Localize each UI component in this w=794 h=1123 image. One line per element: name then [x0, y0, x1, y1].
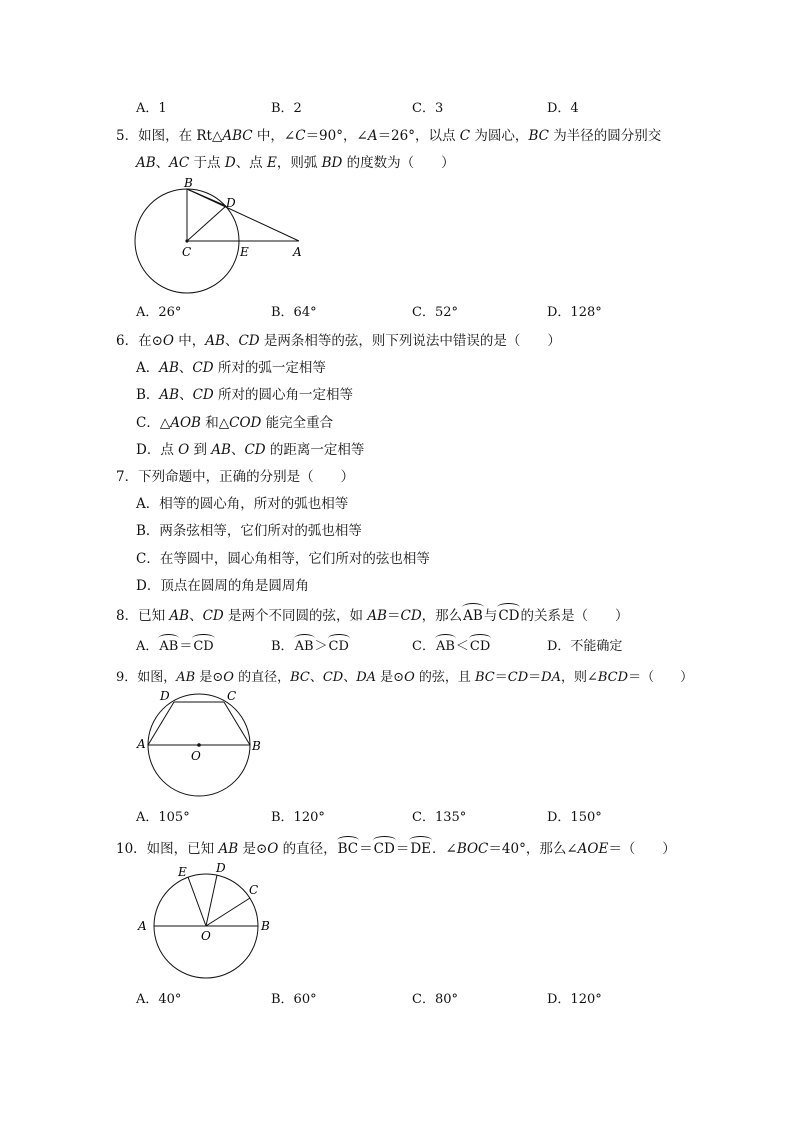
q10-option-c: C．80°	[412, 992, 458, 1007]
q5-option-a: A．26°	[136, 305, 182, 320]
q10-stem: 10．如图，已知 AB 是⊙O 的直径，BC＝CD＝DE．∠BOC＝40°，那么∠AOE＝（ ）	[116, 841, 676, 857]
q5-label-a: A	[293, 245, 302, 259]
q6-option-b: B．AB、CD 所对的圆心角一定相等	[136, 387, 354, 403]
q10-radius-oc	[206, 898, 250, 926]
q9-chord-ad	[148, 702, 174, 745]
q9-option-b: B．120°	[271, 810, 325, 825]
q4-option-c: C．3	[412, 101, 444, 116]
q10-label-d: D	[216, 861, 226, 875]
q4-option-b: B．2	[271, 101, 302, 116]
q10-arc-bc: BC	[337, 841, 359, 857]
q7-stem: 7．下列命题中，正确的分别是（ ）	[116, 469, 355, 485]
q5-option-d: D．128°	[547, 305, 602, 320]
q9-label-o: O	[191, 749, 201, 763]
q5-center-dot	[185, 239, 188, 242]
q5-figure	[130, 172, 320, 294]
q10-label-a: A	[138, 919, 147, 933]
q10-option-a: A．40°	[136, 992, 182, 1007]
q8-option-d: D．不能确定	[547, 639, 623, 654]
q8-option-a: A．AB＝CD	[136, 639, 214, 654]
q5-label-e: E	[240, 245, 249, 259]
q5-stem-line2: AB、AC 于点 D、点 E，则弧 BD 的度数为（ ）	[136, 155, 455, 171]
q7-option-c: C．在等圆中，圆心角相等，它们所对的弦也相等	[136, 551, 430, 567]
q10-arc-cd: CD	[373, 841, 395, 857]
q7-option-d: D．顶点在圆周的角是圆周角	[136, 578, 309, 594]
q5-label-d: D	[226, 196, 236, 210]
q5-label-c: C	[182, 245, 192, 259]
q9-option-c: C．135°	[412, 810, 467, 825]
q10-figure	[134, 856, 276, 984]
q10-radius-oe	[188, 877, 206, 926]
q6-option-c: C．△AOB 和△COD 能完全重合	[136, 415, 334, 431]
q10-label-c: C	[249, 883, 259, 897]
q5-segment-bd	[187, 189, 226, 206]
q5-option-c: C．52°	[412, 305, 458, 320]
q5-option-b: B．64°	[271, 305, 317, 320]
q10-option-b: B．60°	[271, 992, 317, 1007]
q5-label-b: B	[184, 176, 193, 190]
q9-label-b: B	[252, 739, 261, 753]
q9-center-dot	[197, 743, 201, 747]
q10-arc-de: DE	[410, 841, 431, 857]
q8-arc-cd: CD	[498, 608, 520, 624]
q8-arc-ab: AB	[463, 608, 483, 624]
q6-option-a: A．AB、CD 所对的弧一定相等	[136, 360, 326, 376]
q10-option-d: D．120°	[547, 992, 602, 1007]
q6-option-d: D．点 O 到 AB、CD 的距离一定相等	[136, 442, 365, 458]
q4-option-d: D．4	[547, 101, 579, 116]
q9-option-a: A．105°	[136, 810, 190, 825]
q10-radius-od	[206, 875, 217, 926]
q9-figure	[134, 686, 266, 802]
q4-option-a: A．1	[136, 101, 167, 116]
q9-label-c: C	[227, 689, 237, 703]
q9-option-d: D．150°	[547, 810, 602, 825]
q8-option-c: C．AB＜CD	[412, 639, 491, 654]
q8-option-b: B．AB＞CD	[271, 639, 349, 654]
q10-label-e: E	[178, 865, 187, 879]
q10-label-b: B	[261, 919, 270, 933]
q9-label-d: D	[160, 689, 170, 703]
q9-stem: 9．如图，AB 是⊙O 的直径，BC、CD、DA 是⊙O 的弦，且 BC＝CD＝DA，则∠BCD＝（ ）	[116, 670, 694, 685]
q9-chord-cb	[224, 702, 250, 745]
q7-option-a: A．相等的圆心角，所对的弧也相等	[136, 496, 349, 512]
q10-label-o: O	[201, 929, 211, 943]
q6-stem: 6．在⊙O 中，AB、CD 是两条相等的弦，则下列说法中错误的是（ ）	[116, 333, 561, 349]
q8-stem: 8．已知 AB、CD 是两个不同圆的弦，如 AB＝CD，那么AB与CD的关系是（ ）	[116, 608, 629, 624]
q7-option-b: B．两条弦相等，它们所对的弧也相等	[136, 523, 362, 539]
q9-label-a: A	[137, 737, 146, 751]
q5-stem-line1: 5．如图，在 Rt△ABC 中，∠C＝90°，∠A＝26°，以点 C 为圆心，BC 为半径的圆分别交	[116, 128, 662, 144]
q5-segment-cd	[187, 206, 226, 241]
